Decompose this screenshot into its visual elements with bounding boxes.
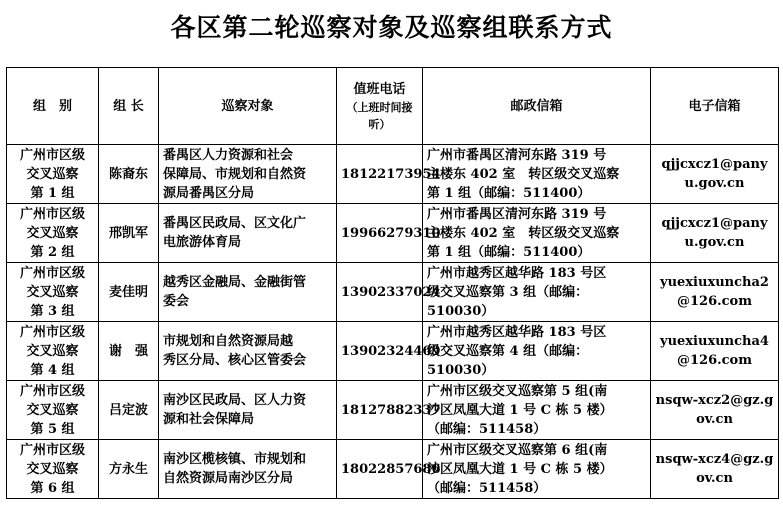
cell-address: 广州市越秀区越华路 183 号区 级交叉巡察第 3 组（邮编： 510030）: [423, 263, 651, 322]
cell-group: 广州市区级 交叉巡察 第 1 组: [7, 145, 99, 204]
cell-phone: 19966279310: [337, 204, 423, 263]
header-leader: 组 长: [99, 68, 159, 145]
cell-leader: 方永生: [99, 440, 159, 499]
cell-phone: 18022857686: [337, 440, 423, 499]
contact-table: [6, 67, 779, 499]
header-address: 邮政信箱: [423, 68, 651, 145]
table-row: [7, 322, 779, 381]
header-email: 电子信箱: [651, 68, 779, 145]
cell-address: 广州市番禺区清河东路 319 号 主楼东 402 室 转区级交叉巡察 第 1 组（邮编：511400）: [423, 204, 651, 263]
header-group: 组 别: [7, 68, 99, 145]
cell-leader: 谢 强: [99, 322, 159, 381]
cell-email[interactable]: yuexiuxuncha2@126.com: [651, 263, 779, 322]
cell-group: 广州市区级 交叉巡察 第 5 组: [7, 381, 99, 440]
cell-group: 广州市区级 交叉巡察 第 3 组: [7, 263, 99, 322]
cell-address: 广州市越秀区越华路 183 号区 级交叉巡察第 4 组（邮编： 510030）: [423, 322, 651, 381]
cell-address: 广州市区级交叉巡察第 5 组(南 沙区凤凰大道 1 号 C 栋 5 楼） （邮编：511458）: [423, 381, 651, 440]
page-title: 各区第二轮巡察对象及巡察组联系方式: [170, 13, 613, 42]
cell-leader: 麦佳明: [99, 263, 159, 322]
cell-target: 越秀区金融局、金融街管 委会: [159, 263, 337, 322]
cell-group: 广州市区级 交叉巡察 第 2 组: [7, 204, 99, 263]
cell-address: 广州市区级交叉巡察第 6 组(南 沙区凤凰大道 1 号 C 栋 5 楼） （邮编：511458）: [423, 440, 651, 499]
table-row: [7, 440, 779, 499]
table-row: [7, 145, 779, 204]
header-row: [7, 68, 779, 145]
header-phone-note: （上班时间接听）: [346, 100, 413, 131]
cell-group: 广州市区级 交叉巡察 第 6 组: [7, 440, 99, 499]
cell-leader: 邢凯军: [99, 204, 159, 263]
cell-target: 南沙区民政局、区人力资 源和社会保障局: [159, 381, 337, 440]
cell-target: 南沙区榄核镇、市规划和 自然资源局南沙区分局: [159, 440, 337, 499]
cell-phone: 13902337024: [337, 263, 423, 322]
table-header: [7, 68, 779, 145]
cell-email[interactable]: qjjcxcz1@panyu.gov.cn: [651, 204, 779, 263]
cell-leader: 陈裔东: [99, 145, 159, 204]
table-row: [7, 204, 779, 263]
table-row: [7, 381, 779, 440]
cell-phone: 18122173954: [337, 145, 423, 204]
cell-email[interactable]: qjjcxcz1@panyu.gov.cn: [651, 145, 779, 204]
header-phone-label: 值班电话: [353, 81, 406, 97]
cell-target: 市规划和自然资源局越 秀区分局、核心区管委会: [159, 322, 337, 381]
header-phone: [337, 68, 423, 145]
cell-group: 广州市区级 交叉巡察 第 4 组: [7, 322, 99, 381]
table-body: [7, 145, 779, 499]
cell-address: 广州市番禺区清河东路 319 号 主楼东 402 室 转区级交叉巡察 第 1 组（邮编：511400）: [423, 145, 651, 204]
cell-target: 番禺区人力资源和社会 保障局、市规划和自然资 源局番禺区分局: [159, 145, 337, 204]
cell-email[interactable]: yuexiuxuncha4@126.com: [651, 322, 779, 381]
cell-email[interactable]: nsqw-xcz2@gz.gov.cn: [651, 381, 779, 440]
cell-phone: 13902324469: [337, 322, 423, 381]
cell-leader: 吕定波: [99, 381, 159, 440]
header-target: 巡察对象: [159, 68, 337, 145]
cell-target: 番禺区民政局、区文化广 电旅游体育局: [159, 204, 337, 263]
cell-phone: 18127882337: [337, 381, 423, 440]
cell-email[interactable]: nsqw-xcz4@gz.gov.cn: [651, 440, 779, 499]
table-row: [7, 263, 779, 322]
